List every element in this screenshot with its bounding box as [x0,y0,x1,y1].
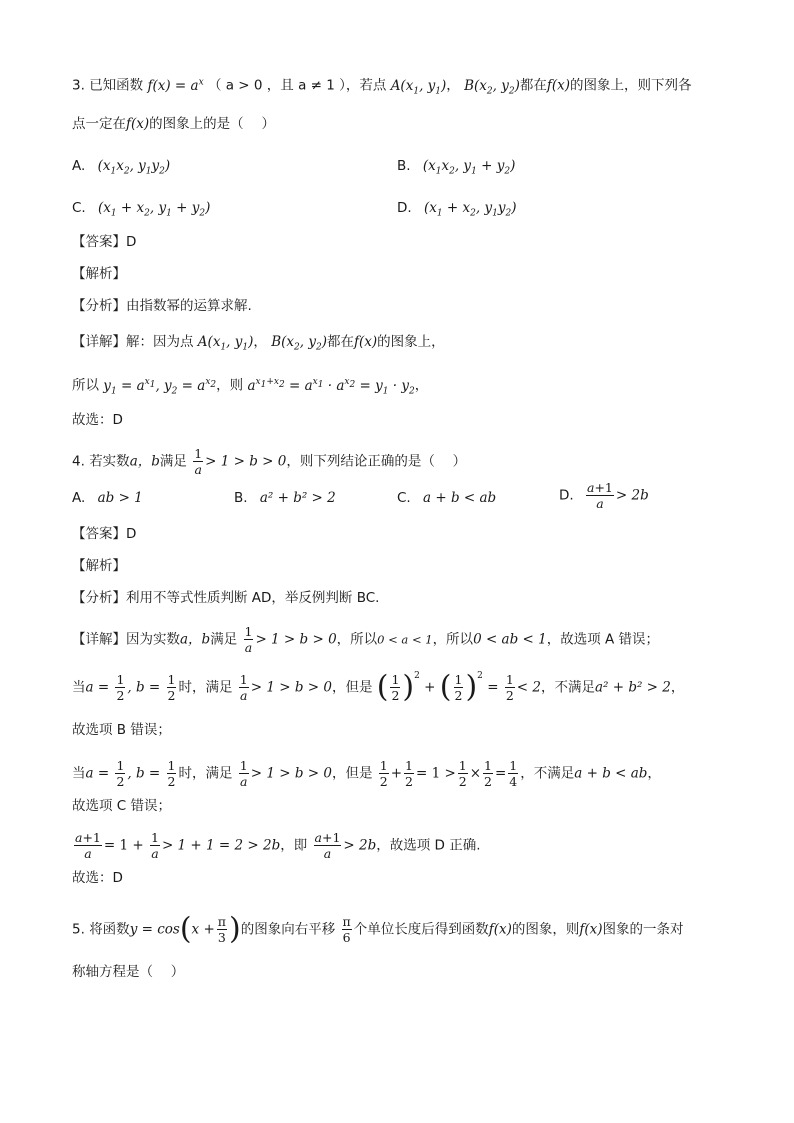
fraction-half: $\frac{1}{2}$ [405,758,413,789]
detail-text2: 都在 [326,334,354,350]
q3-option-a-text: ($x_1x_2$, $y_1y_2$) [97,158,171,177]
option-label: D. [559,487,574,504]
q4-option-a [72,488,143,508]
shi-text: 时，满足 [178,679,233,696]
q3-fenxi [72,296,252,316]
q3-stem-line1 [72,72,692,101]
q3-cond: （ a > 0 ，且 a ≠ 1 ），若点 [207,77,387,94]
shi-text: 时，满足 [178,765,233,782]
q3-option-b [397,156,515,182]
detail-range-ab: 0 < ab < 1 [473,631,547,648]
detail-cond: > 1 > b > 0 [255,631,337,648]
choose-text: 故选：D [72,412,123,428]
q3-stem-text2: 都在 [519,77,547,94]
q5-stem-text2: 的图象向右平移 [240,921,336,938]
detail-text-h: ，故选项 A 错误； [546,631,660,648]
q4-option-c [397,488,496,508]
analysis-tag: 【解析】 [72,266,126,282]
fraction-half: $\frac{1}{2}$ [505,672,514,703]
when-text: 当 [72,765,86,782]
option-label: C. [397,490,411,506]
fraction-1-over-a: $\frac{1}{a}$ [239,672,248,703]
d3-end: 故选项 C 错误； [72,798,172,814]
fraction-a-plus-1-over-a: $\frac{a+1}{a}$ [586,480,613,511]
q4-number: 4. [72,453,85,470]
q4-stem-text2: 满足 [159,453,187,470]
analysis-tag: 【解析】 [72,558,126,574]
fraction-pi-over-3: $\frac{\pi}{3}$ [217,914,226,945]
fraction-half: $\frac{1}{2}$ [454,672,463,703]
q5-stem-text3: 个单位长度后得到函数 [353,921,489,938]
fraction-a-plus-1-over-a: $\frac{a+1}{a}$ [314,830,341,861]
option-label: C. [72,200,86,216]
q3-point-a: $A(x_1$, $y_1$) [390,77,447,97]
fraction-half: $\frac{1}{2}$ [379,758,388,789]
q3-stem-text4: 点一定在 [72,116,126,132]
fenxi-text: 利用不等式性质判断 AD，举反例判断 BC. [126,590,380,606]
q4-detail-4 [72,830,481,861]
q3-detail-fx: f(x) [353,334,378,350]
q3-option-c-text: ($x_1 + x_2$, $y_1 + y_2$) [98,200,211,219]
so-then: ，则 [216,377,244,394]
q4-stem-text: 若实数 [89,453,130,470]
q3-stem-text3: 的图象上，则下列各 [570,77,692,94]
fraction-half: $\frac{1}{2}$ [116,672,125,703]
q5-fx-2: f(x) [579,921,603,938]
q4-detail-1 [72,624,659,655]
when-text: 当 [72,679,86,696]
q3-option-d [397,198,516,224]
q3-answer [72,232,136,252]
q5-func: y = cos [129,921,180,938]
q4-option-d-text: > 2b [615,487,649,504]
fraction-1-over-a: $\frac{1}{a}$ [244,624,253,655]
q4-stem-text3: ，则下列结论正确的是（ ） [286,453,467,470]
q4-vars-2: a，b [180,631,211,648]
q4-cond: > 1 > b > 0 [205,453,287,470]
q5-stem-text: 将函数 [89,921,130,938]
q3-option-d-text: ($x_1 + x_2$, $y_1y_2$) [423,200,517,219]
q5-stem-text4: 的图象，则 [511,921,580,938]
fenxi-text: 由指数幂的运算求解. [126,298,252,314]
answer-value: D [126,526,137,542]
d4-end: > 2b [343,837,377,854]
detail-text: 解：因为点 [126,334,194,350]
so-text: 所以 [72,377,99,394]
q4-answer [72,524,136,544]
fraction-1-over-a: $\frac{1}{a}$ [150,830,159,861]
fraction-1-over-a: $\frac{1}{a}$ [239,758,248,789]
q3-stem-text5: 的图象上的是（ ） [149,116,275,132]
detail-text-b: 满足 [210,631,238,648]
q3-fx-2: f(x) [126,116,150,132]
detail-text-f: ，所以 [432,631,474,648]
so-end: ， [414,377,429,394]
answer-tag: 【答案】 [72,526,126,542]
q4-detail-3-end [72,796,171,816]
detail-text: 因为实数 [126,631,180,648]
option-label: B. [234,490,248,506]
q4-option-b-text: a² + b² > 2 [259,490,336,506]
option-label: D. [397,200,412,216]
detail-text-d: ，所以 [336,631,378,648]
fraction-1-over-a: $\frac{1}{a}$ [194,446,203,477]
d4-tail: ，故选项 D 正确. [376,837,481,854]
q3-detail-a: $A(x_1$, $y_1$) [197,334,254,353]
d3-comma: ， [647,765,661,782]
detail-tag: 【详解】 [72,631,126,648]
q4-analysis-tag [72,556,126,576]
detail-tag: 【详解】 [72,334,126,350]
q4-fenxi [72,588,379,608]
q4-option-b [234,488,336,508]
d3-ineq: a + b < ab [574,765,648,782]
but-text: ，但是 [331,765,373,782]
q3-option-c [72,198,210,224]
option-label: B. [397,158,411,174]
fraction-half: $\frac{1}{2}$ [391,672,400,703]
d2-lt: < 2 [516,679,541,696]
q4-detail-2: 当a = $\frac{1}{2}$ , b = $\frac{1}{2}$ 时，满足 $\frac{1}{a}$ > 1 > b > 0，但是 ( $\frac{1}{2}$ )$^2$ + ( $\frac{1}{2}$ )$^2$ = $\frac{1}{2}$ < 2，不满足a² + b² > 2， [72,669,685,705]
q3-number: 3. [72,77,85,94]
q3-stem-text: 已知函数 [89,77,144,94]
q4-vars: a，b [129,453,160,470]
fraction-a-plus-1-over-a: $\frac{a+1}{a}$ [75,830,101,861]
q4-stem [72,446,466,477]
option-label: A. [72,490,86,506]
q3-analysis-tag [72,264,126,284]
fraction-half: $\frac{1}{2}$ [458,758,467,789]
q3-so-math2: $a^{x_1+x_2} = a^{x_1} \cdot a^{x_2} = y_1 \cdot y_2$ [247,377,415,397]
q4-choose [72,868,123,888]
option-label: A. [72,158,86,174]
q4-detail-3: 当a = $\frac{1}{2}$ , b = $\frac{1}{2}$ 时，满足 $\frac{1}{a}$ > 1 > b > 0，但是 $\frac{1}{2}$ + $\frac{1}{2}$ = 1 > $\frac{1}{2}$ × $\frac{1}{2}$ = $\frac{1}{4}$ ，不满足a + b < ab， [72,758,661,789]
q5-stem-text5: 图象的一条对 [602,921,684,938]
q4-detail-2-end [72,720,171,740]
fenxi-tag: 【分析】 [72,590,126,606]
q4-option-c-text: a + b < ab [423,490,497,506]
q4-option-d [559,480,649,511]
d4-mid2: > 1 + 1 = 2 > 2b [161,837,281,854]
d4-mid: = 1 + [103,837,144,854]
fraction-half: $\frac{1}{2}$ [484,758,492,789]
fraction-quarter: $\frac{1}{4}$ [509,758,518,789]
q3-so-math1: $y_1 = a^{x_1}$, $y_2 = a^{x_2}$ [103,377,217,397]
d3-text: ，不满足 [520,765,575,782]
q3-detail-b: $B(x_2$, $y_2$) [271,334,327,353]
answer-value: D [126,234,137,250]
fraction-pi-over-6: $\frac{\pi}{6}$ [342,914,351,945]
fraction-half: $\frac{1}{2}$ [167,758,176,789]
detail-range-a: 0 < a < 1 [377,632,433,647]
but-text: ，但是 [331,679,373,696]
d2-text: ，不满足 [540,679,595,696]
d2-ineq: a² + b² > 2 [594,679,671,696]
fraction-half: $\frac{1}{2}$ [167,672,176,703]
d2-end: 故选项 B 错误； [72,722,171,738]
q3-choose [72,410,123,430]
q3-option-b-text: ($x_1x_2$, $y_1 + y_2$) [422,158,516,177]
choose-text: 故选：D [72,870,123,886]
q5-fx: f(x) [488,921,512,938]
q3-so [72,372,428,401]
q3-option-a [72,156,170,182]
q5-stem-line1: 5. 将函数y = cos(x + $\frac{\pi}{3}$ )的图象向右平移 $\frac{\pi}{6}$ 个单位长度后得到函数f(x)的图象，则f(x)图象的一条对 [72,911,684,947]
q4-option-a-text: ab > 1 [97,490,143,506]
q3-detail: 【详解】解：因为点 $A(x_1$, $y_1$)， $B(x_2$, $y_2$)都在f(x)的图象上， [72,334,445,353]
d4-ji: ，即 [280,837,308,854]
fenxi-tag: 【分析】 [72,298,126,314]
d2-comma: ， [670,679,685,696]
fraction-half: $\frac{1}{2}$ [116,758,125,789]
q3-point-b: $B(x_2$, $y_2$) [464,77,520,97]
q5-stem-text6: 称轴方程是（ ） [72,964,185,980]
q3-sep: ， [446,77,460,94]
q5-number: 5. [72,921,85,938]
detail-text3: 的图象上， [377,334,445,350]
q5-stem-line2 [72,962,184,982]
q3-fx: f(x) [546,77,571,94]
q3-func: $f(x) = a^x$ [147,77,204,94]
answer-tag: 【答案】 [72,234,126,250]
q3-stem-line2 [72,114,275,134]
